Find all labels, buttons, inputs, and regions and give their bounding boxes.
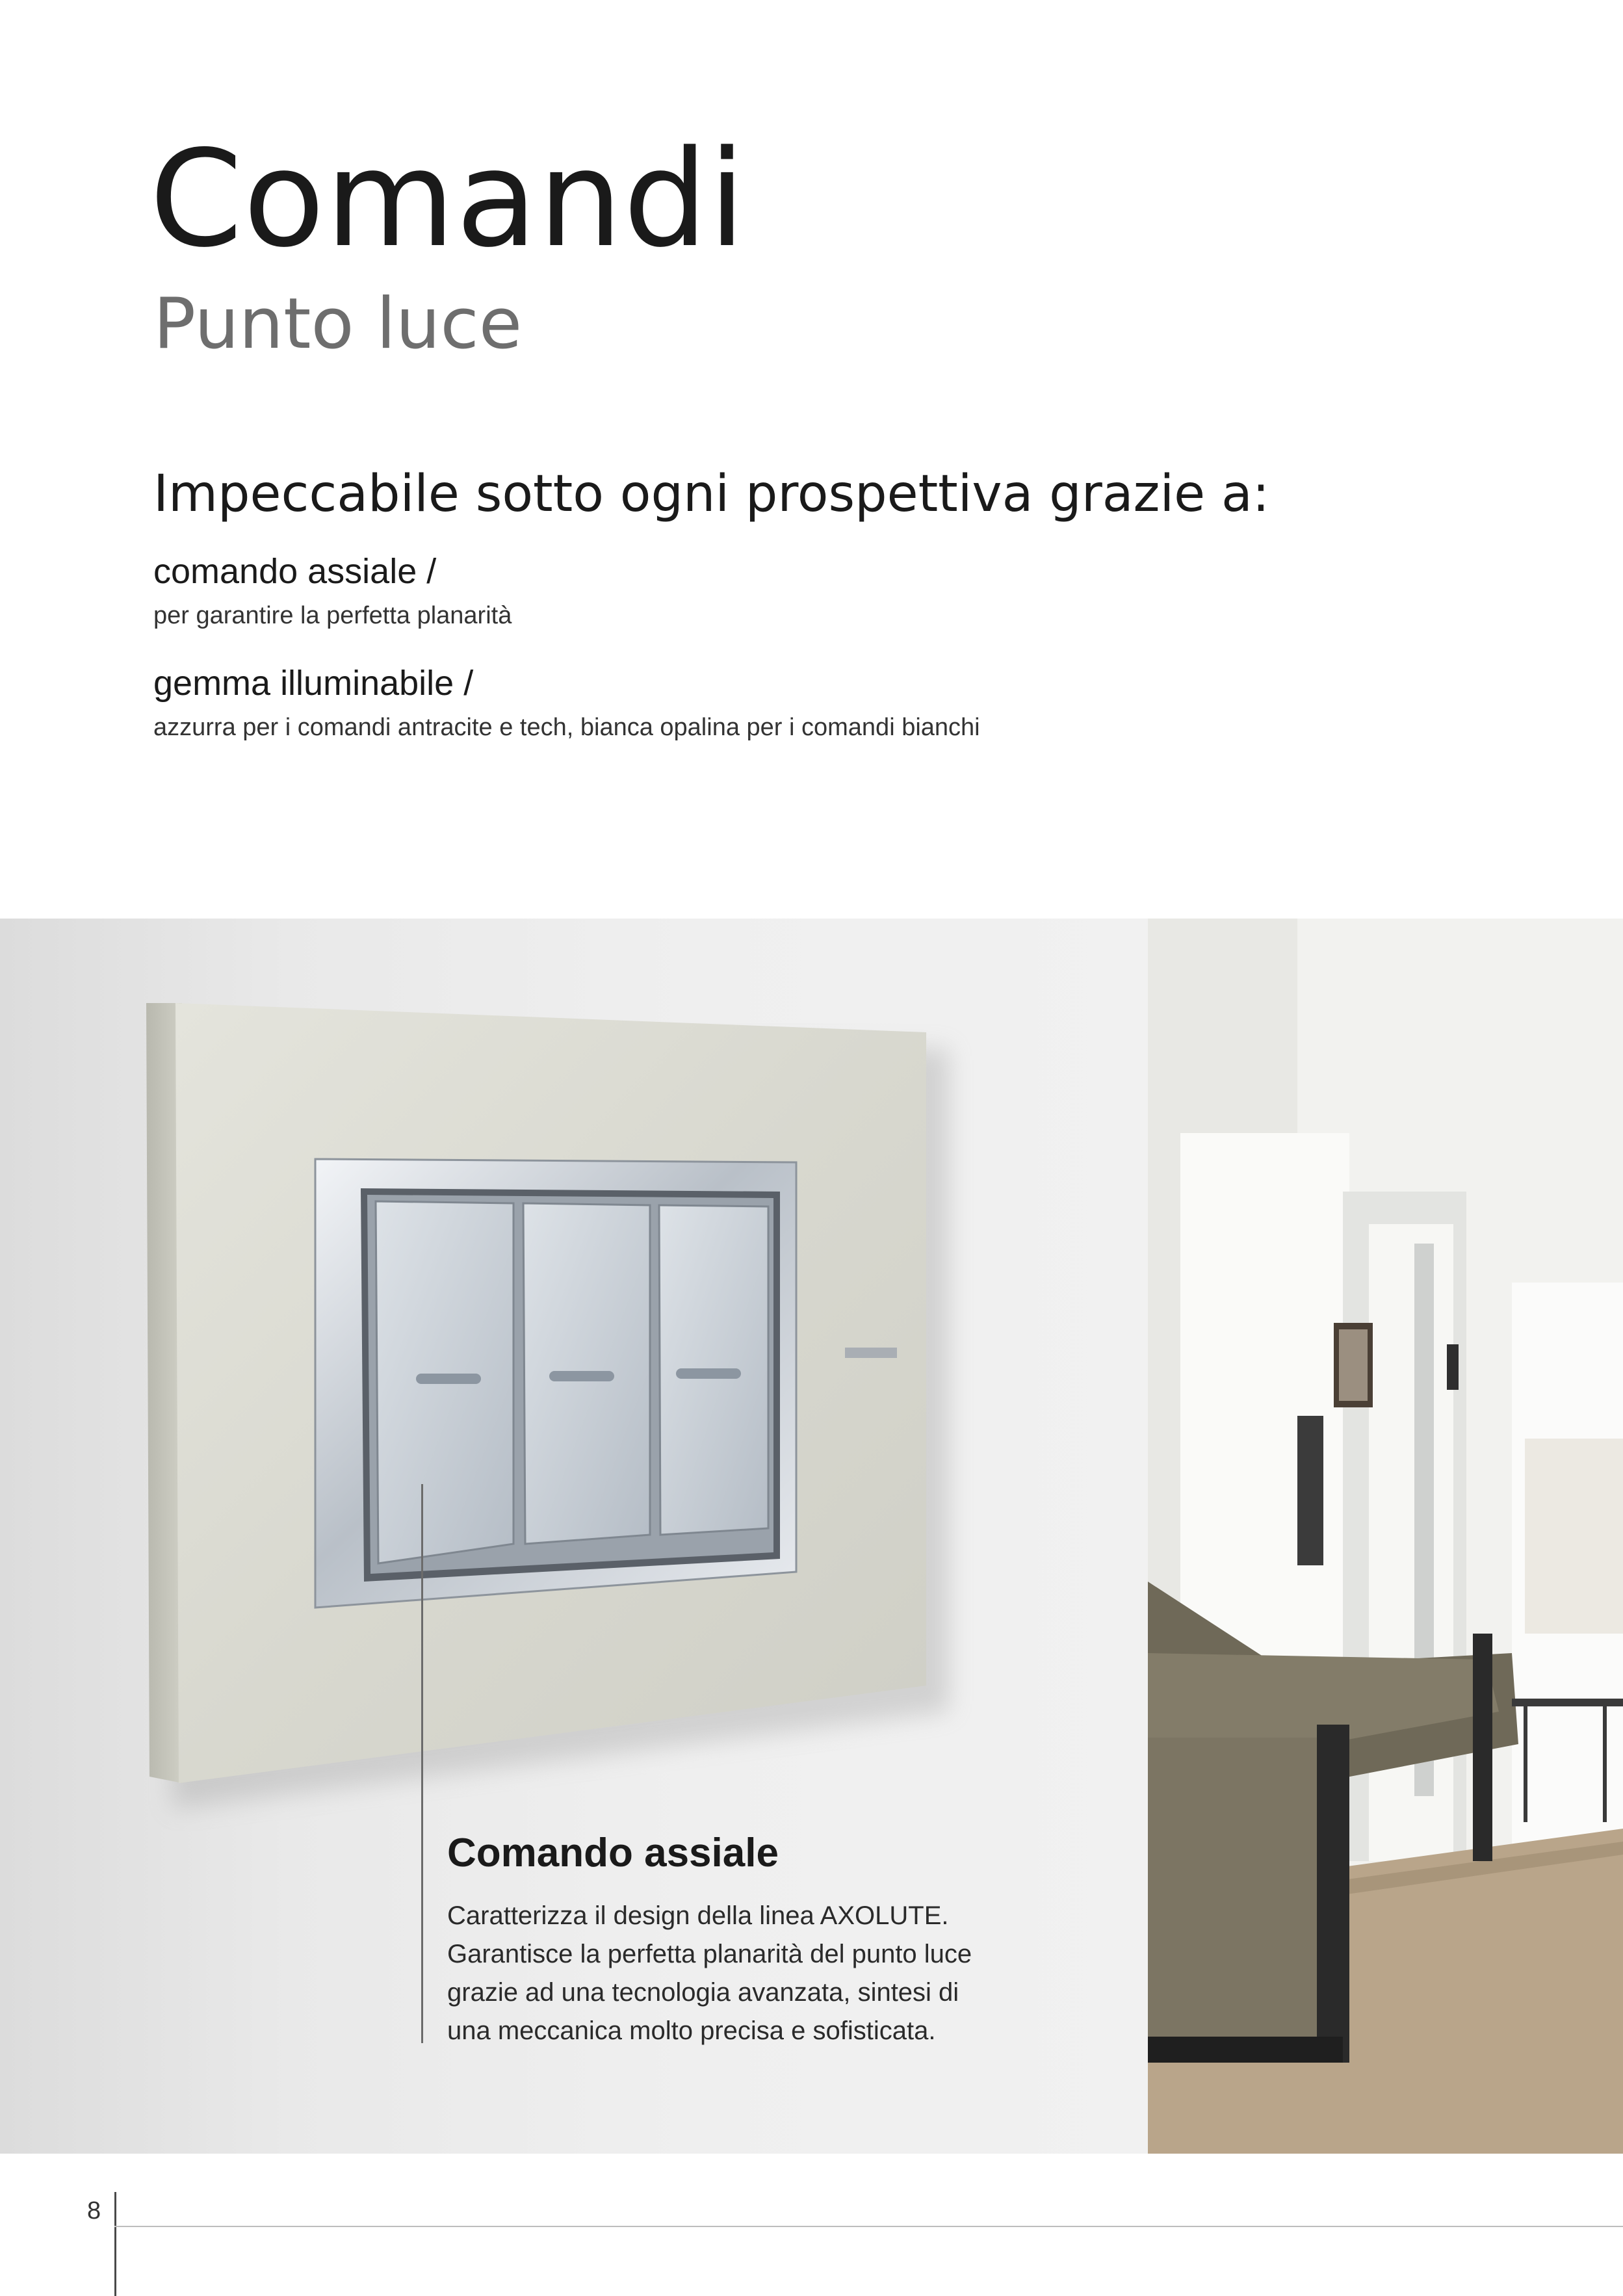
footer-vertical-rule [114,2192,116,2296]
feature-text-comando-assiale: per garantire la perfetta planarità [153,602,512,629]
caption-title: Comando assiale [447,1831,779,1875]
page-title: Comandi [149,122,746,277]
rocker-right [659,1205,768,1535]
page-number: 8 [87,2197,101,2224]
caption-line: una meccanica molto precisa e sofisticata. [447,2016,936,2045]
interior-photo [1148,919,1623,2154]
rocker-left [376,1201,513,1563]
page-subtitle: Punto luce [153,283,523,365]
caption-line: grazie ad una tecnologia avanzata, sintesi di [447,1978,959,2007]
brand-logo [845,1348,897,1358]
rocker-center [523,1203,650,1544]
callout-line [421,1484,423,2043]
footer-horizontal-rule [114,2226,1623,2227]
caption-line: Garantisce la perfetta planarità del punto luce [447,1940,972,1968]
living-room-illustration [1148,919,1623,2154]
intro-lead: Impeccabile sotto ogni prospettiva grazie a: [153,465,1270,523]
feature-title-gemma-illuminabile: gemma illuminabile / [153,664,474,703]
caption-body [447,1897,1032,2050]
caption-line: Caratterizza il design della linea AXOLUTE. [447,1901,949,1930]
feature-text-gemma-illuminabile: azzurra per i comandi antracite e tech, bianca opalina per i comandi bianchi [153,714,980,741]
feature-title-comando-assiale: comando assiale / [153,552,437,591]
